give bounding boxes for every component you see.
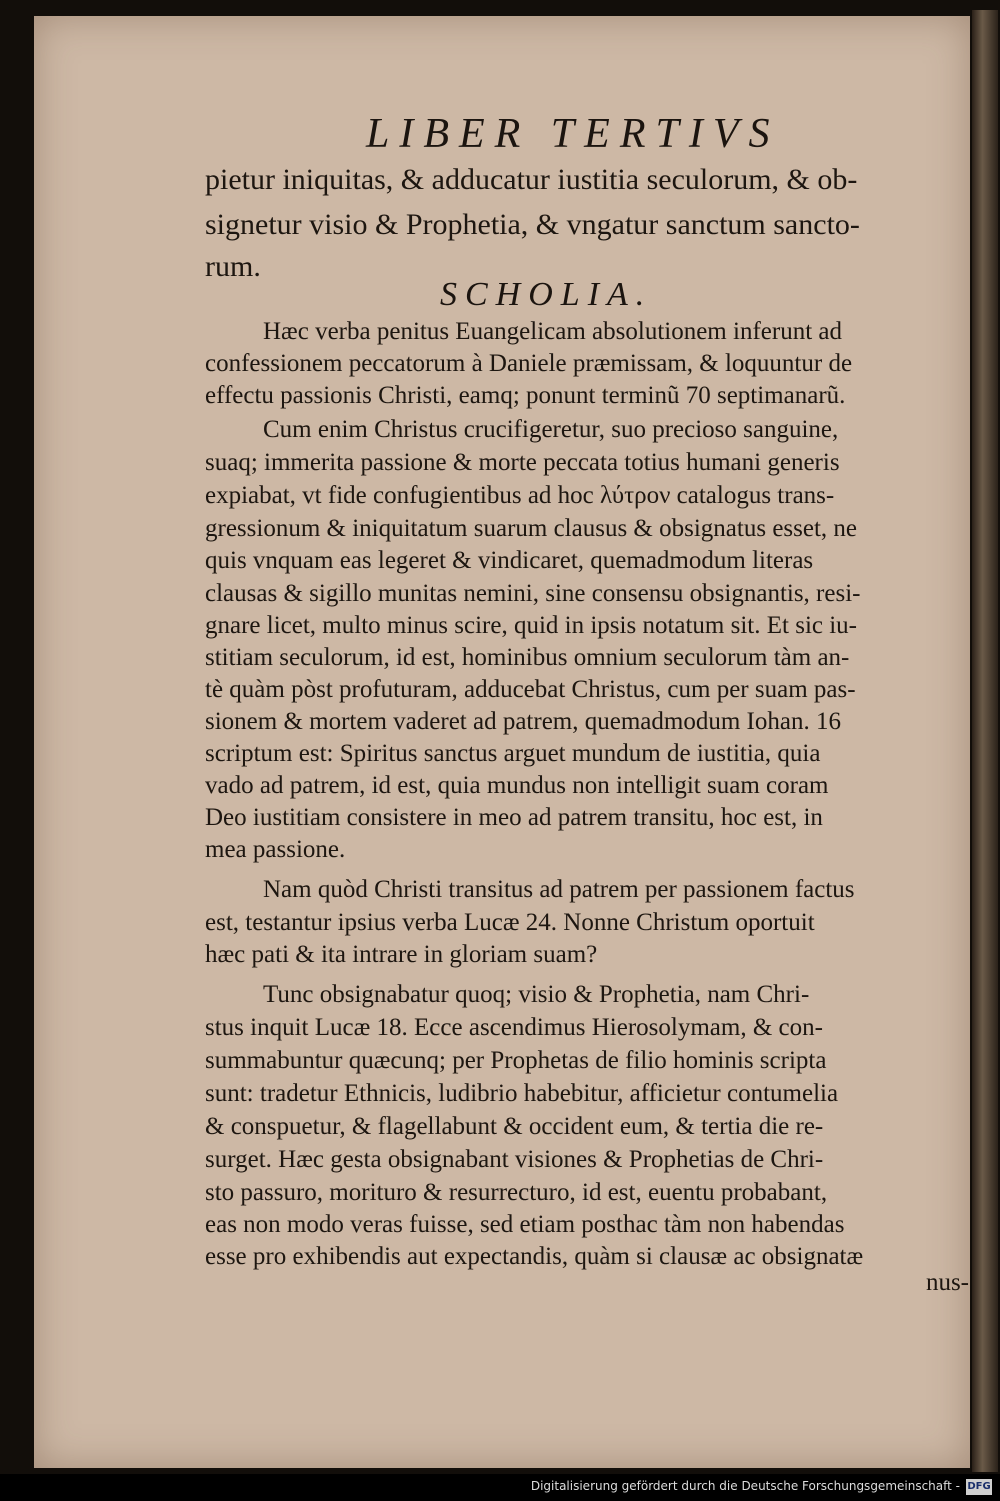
text-line: eas non modo veras fuisse, sed etiam posthac tàm non habendas (205, 1211, 845, 1238)
text-line: surget. Hæc gesta obsignabant visiones & Prophetias de Chri- (205, 1146, 824, 1173)
text-line: Deo iustitiam consistere in meo ad patrem transitu, hoc est, in (205, 804, 823, 831)
text-line: signetur visio & Prophetia, & vngatur sanctum sancto- (205, 208, 860, 241)
text-line: pietur iniquitas, & adducatur iustitia seculorum, & ob- (205, 163, 858, 196)
text-line: quis vnquam eas legeret & vindicaret, quemadmodum literas (205, 547, 814, 574)
dfg-logo-icon: DFG (966, 1479, 992, 1495)
text-line: gressionum & iniquitatum suarum clausus & obsignatus esset, ne (205, 515, 858, 542)
text-line: rum. (205, 250, 261, 283)
text-line: Cum enim Christus crucifigeretur, suo precioso sanguine, (263, 416, 839, 443)
running-head: LIBER TERTIVS (366, 111, 780, 157)
text-line: & conspuetur, & flagellabunt & occident eum, & tertia die re- (205, 1113, 824, 1140)
text-line: confessionem peccatorum à Daniele præmissam, & loquuntur de (205, 350, 853, 377)
text-line: sto passuro, morituro & resurrecturo, id est, euentu probabant, (205, 1179, 828, 1206)
text-line: gnare licet, multo minus scire, quid in ipsis notatum sit. Et sic iu- (205, 612, 858, 639)
footer-bar (0, 1474, 1000, 1501)
text-line: scriptum est: Spiritus sanctus arguet mundum de iustitia, quia (205, 740, 821, 767)
text-line: stitiam seculorum, id est, hominibus omnium seculorum tàm an- (205, 644, 850, 671)
text-line: expiabat, vt fide confugientibus ad hoc λύτρον catalogus trans- (205, 482, 835, 509)
section-title: SCHOLIA. (440, 276, 653, 313)
text-line: clausas & sigillo munitas nemini, sine consensu obsignantis, resi- (205, 580, 861, 607)
text-line: est, testantur ipsius verba Lucæ 24. Nonne Christum oportuit (205, 909, 815, 936)
text-line: Hæc verba penitus Euangelicam absolutionem inferunt ad (263, 318, 842, 345)
catchword: nus- (925, 1269, 969, 1296)
text-line: vado ad patrem, id est, quia mundus non intelligit suam coram (205, 772, 829, 799)
text-line: hæc pati & ita intrare in gloriam suam? (205, 941, 598, 968)
text-line: mea passione. (205, 836, 346, 863)
page-edge (972, 10, 998, 1472)
text-line: stus inquit Lucæ 18. Ecce ascendimus Hierosolymam, & con- (205, 1014, 823, 1041)
text-line: tè quàm pòst profuturam, adducebat Christus, cum per suam pas- (205, 676, 856, 703)
text-line: sunt: tradetur Ethnicis, ludibrio habebitur, afficietur contumelia (205, 1080, 839, 1107)
footer-credit: Digitalisierung gefördert durch die Deutsche Forschungsgemeinschaft - (530, 1479, 960, 1493)
text-line: summabuntur quæcunq; per Prophetas de filio hominis scripta (205, 1047, 827, 1074)
text-line: effectu passionis Christi, eamq; ponunt terminũ 70 septimanarũ. (205, 382, 846, 409)
text-line: Tunc obsignabatur quoq; visio & Prophetia, nam Chri- (263, 981, 810, 1008)
text-line: suaq; immerita passione & morte peccata totius humani generis (205, 449, 840, 476)
text-line: esse pro exhibendis aut expectandis, quàm si clausæ ac obsignatæ (205, 1243, 864, 1270)
text-line: sionem & mortem vaderet ad patrem, quemadmodum Iohan. 16 (205, 708, 841, 735)
text-line: Nam quòd Christi transitus ad patrem per passionem factus (263, 876, 855, 903)
